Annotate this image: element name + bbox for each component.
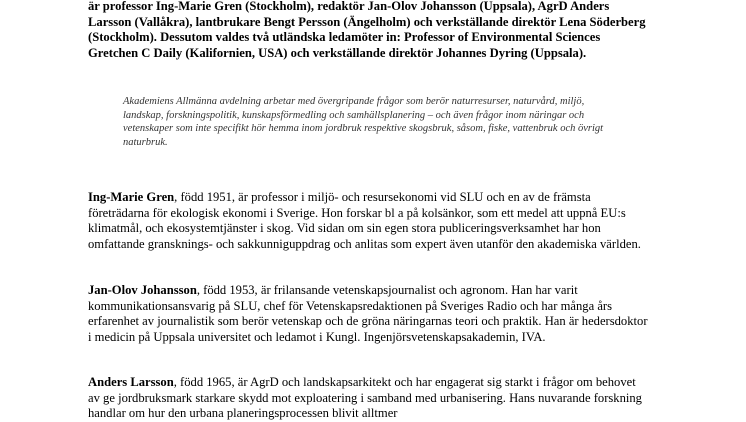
bio-name: Jan-Olov Johansson xyxy=(88,283,197,297)
bio-text: , född 1951, är professor i miljö- och resursekonomi vid SLU och en av de främsta företrädarna för ekologisk ekonomi i Sverige. Hon forskar bl a på kolsänkor, som ett medel att uppnå EU:s klimatmål, och ekosystemtjänster i skog. Vid sidan om sin egen stora publiceringsverksamhet har hon omfattande gransknings- och sakkunniguppdrag och anlitas som expert även utanför den akademiska världen. xyxy=(88,190,641,251)
quote-paragraph: Akademiens Allmänna avdelning arbetar med övergripande frågor som berör naturresurser, naturvård, miljö, landskap, forskningspolitik, kunskapsförmedling och samhällsplanering – och även frågor inom näringar och vetenskaper som inte specifikt hör hemma inom jordbruk respektive skogsbruk, såsom, fiske, vattenbruk och övrigt naturbruk. xyxy=(123,96,604,148)
bio-text: , född 1953, är frilansande vetenskapsjournalist och agronom. Han har varit kommunikationsansvarig på SLU, chef för Vetenskapsredaktionen på Sveriges Radio och har många års erfarenhet av journalistik som berör vetenskap och de gröna näringarnas teori och praktik. Han är hedersdoktor i medicin på Uppsala universitet och ledamot i Kungl. Ingenjörsvetenskapsakademin, IVA. xyxy=(88,283,648,344)
bio-text: , född 1965, är AgrD och landskapsarkitekt och har engagerat sig starkt i frågor om behovet av ge jordbruksmark starkare skydd mot exploatering i samband med urbanisering. Hans nuvarande forskning handlar om hur den urbana planeringsprocessen blivit alltmer xyxy=(88,375,642,420)
lead-paragraph: är professor Ing-Marie Gren (Stockholm), redaktör Jan-Olov Johansson (Uppsala), AgrD Anders Larsson (Vallåkra), lantbrukare Bengt Persson (Ängelholm) och verkställande direktör Lena Söderberg (Stockholm). Dessutom valdes två utländska ledamöter in: Professor of Environmental Sciences Gretchen C Daily (Kalifornien, USA) och verkställande direktör Johannes Dyring (Uppsala). xyxy=(88,0,646,60)
bio-name: Ing-Marie Gren xyxy=(88,190,175,204)
bio-name: Anders Larsson xyxy=(88,375,174,389)
bio-paragraph-jan-olov-johansson xyxy=(88,283,648,345)
bio-paragraph-anders-larsson xyxy=(88,375,648,422)
bio-paragraph-ing-marie-gren xyxy=(88,190,648,252)
